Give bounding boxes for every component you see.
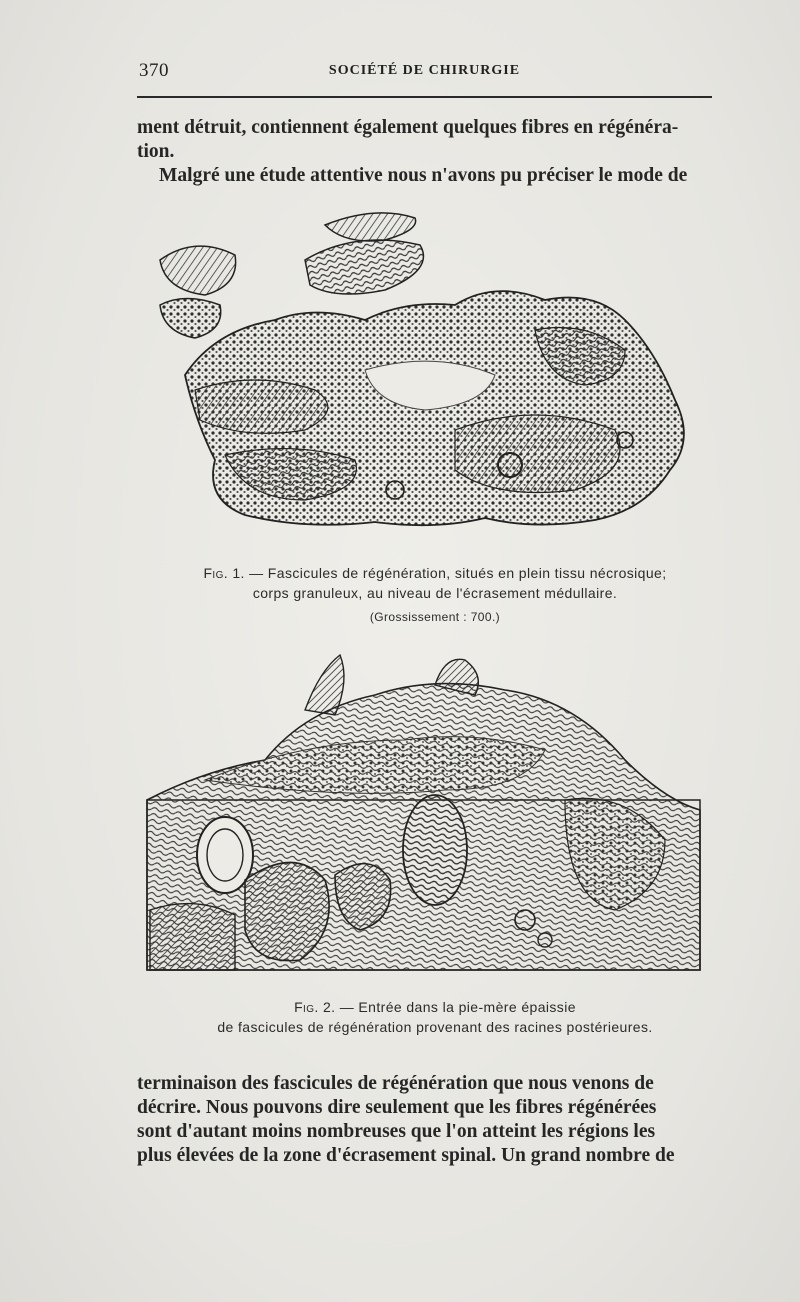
caption-line: de fascicules de régénération provenant des racines postérieures. — [217, 1019, 653, 1035]
figure-2-label: Fig. 2. — [294, 999, 336, 1015]
text-line: tion. — [137, 141, 175, 162]
text-line: Malgré une étude attentive nous n'avons pu préciser le mode de — [159, 165, 688, 186]
figure-2-illustration — [145, 640, 703, 975]
header-rule — [137, 96, 712, 98]
figure-2-caption — [140, 997, 730, 1037]
text-line: décrire. Nous pouvons dire seulement que les fibres régénérées — [137, 1097, 657, 1118]
figure-1-illustration — [155, 200, 700, 545]
magnification-note: (Grossissement : 700.) — [369, 610, 501, 624]
caption-line: corps granuleux, au niveau de l'écrasement médullaire. — [252, 585, 618, 601]
page-header — [137, 60, 712, 86]
text-line: terminaison des fascicules de régénération que nous venons de — [137, 1073, 654, 1094]
top-paragraph — [137, 116, 725, 188]
figure-1-caption — [140, 563, 730, 627]
text-line: plus élevées de la zone d'écrasement spinal. Un grand nombre de — [137, 1145, 675, 1166]
text-line: sont d'autant moins nombreuses que l'on atteint les régions les — [137, 1121, 656, 1142]
text-line: ment détruit, contiennent également quelques fibres en régénéra- — [137, 117, 679, 138]
figure-1-label: Fig. 1. — [203, 565, 245, 581]
caption-line: Fig. 1. — Fascicules de régénération, situés en plein tissu nécrosique; — [203, 565, 667, 581]
bottom-paragraph — [137, 1072, 725, 1168]
caption-line: Fig. 2. — Entrée dans la pie-mère épaissie — [294, 999, 576, 1015]
page-number: 370 — [139, 60, 169, 81]
running-head: SOCIÉTÉ DE CHIRURGIE — [328, 63, 521, 78]
